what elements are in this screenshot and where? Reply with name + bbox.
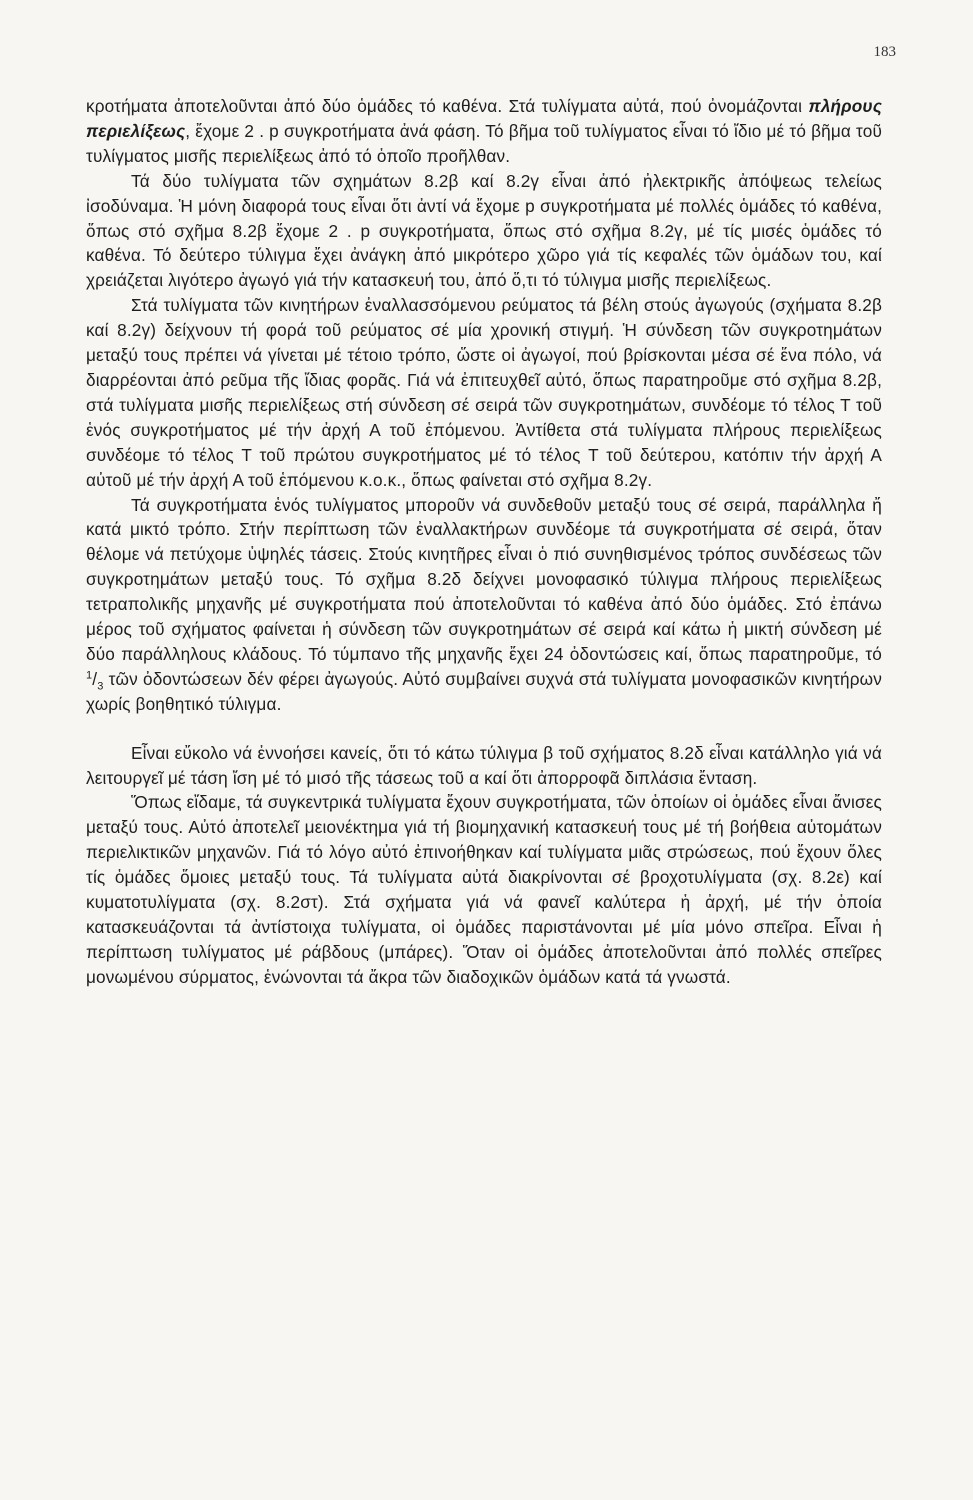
body-text <box>86 94 882 990</box>
text-run: κροτήματα ἀποτελοῦνται ἀπό δύο ὁμάδες τό καθένα. Στά τυλίγματα αὐτά, πού ὀνομάζονται <box>86 96 809 116</box>
text-run: , ἔχομε 2 . p συγκροτήματα ἀνά φάση. Τό βῆμα τοῦ τυλίγματος εἶναι τό ἴδιο μέ τό βῆμα τοῦ τυλίγματος μισῆς περιελίξεως ἀπό τό ὁποῖο προῆλθαν. <box>86 120 882 166</box>
text-run: 1 <box>86 669 93 682</box>
paragraph <box>86 493 882 717</box>
text-run: Ὅπως εἴδαμε, τά συγκεντρικά τυλίγματα ἔχουν συγκροτήματα, τῶν ὁποίων οἱ ὁμάδες εἶναι ἄνισες μεταξύ τους. Αὐτό ἀποτελεῖ μειονέκτημα γιά τή βιομηχανική κατασκευή τους μέ τή βοήθεια αὐτομάτων περιελικτικῶν μηχανῶν. Γιά τό λόγο αὐτό ἐπινοήθηκαν καί τυλίγματα μιᾶς στρώσεως, πού ἔχουν ὅλες τίς ὁμάδες ὅμοιες μεταξύ τους. Τά τυλίγματα αὐτά διακρίνονται σέ βροχοτυλίγματα (σχ. 8.2ε) καί κυματοτυλίγματα (σχ. 8.2στ). Στά σχήματα γιά νά φανεῖ καλύτερα ἡ ἀρχή, μέ τήν ὁποία κατασκευάζονται τά ἀντίστοιχα τυλίγματα, οἱ ὁμάδες παριστάνονται μέ μία μόνο σπεῖρα. Εἶναι ἡ περίπτωση τυλίγματος μέ ράβδους (μπάρες). Ὅταν οἱ ὁμάδες ἀποτελοῦνται ἀπό πολλές σπεῖρες μονωμένου σύρματος, ἑνώνονται τά ἄκρα τῶν διαδοχικῶν ὁμάδων κατά τά γνωστά. <box>86 792 882 987</box>
text-run: τῶν ὀδοντώσεων δέν φέρει ἀγωγούς. Αὐτό συμβαίνει συχνά στά τυλίγματα μονοφασικῶν κινητήρων χωρίς βοηθητικό τύλιγμα. <box>86 668 882 714</box>
paragraph <box>86 741 882 791</box>
page-number: 183 <box>873 44 896 60</box>
text-run: Τά συγκροτήματα ἑνός τυλίγματος μποροῦν νά συνδεθοῦν μεταξύ τους σέ σειρά, παράλληλα ἤ κατά μικτό τρόπο. Στήν περίπτωση τῶν ἐναλλακτήρων συνδέομε τά συγκροτήματα σέ σειρά, ὅταν θέλομε νά πετύχομε ὑψηλές τάσεις. Στούς κινητῆρες εἶναι ὁ πιό συνηθισμένος τρόπος συνδέσεως τῶν συγκροτημάτων μεταξύ τους. Τό σχῆμα 8.2δ δείχνει μονοφασικό τύλιγμα πλήρους περιελίξεως τετραπολικῆς μηχανῆς μέ συγκροτήματα πού ἀποτελοῦνται τό καθένα ἀπό δύο ὁμάδες. Στό ἐπάνω μέρος τοῦ σχήματος φαίνεται ἡ σύνδεση τῶν συγκροτημάτων σέ σειρά καί κάτω ἡ μικτή σύνδεση μέ δύο παράλληλους κλάδους. Τό τύμπανο τῆς μηχανῆς ἔχει 24 ὀδοντώσεις καί, ὅπως παρατηροῦμε, τό <box>86 494 882 664</box>
paragraph <box>86 169 882 294</box>
paragraph <box>86 94 882 169</box>
paragraph <box>86 790 882 989</box>
text-run: Στά τυλίγματα τῶν κινητήρων ἐναλλασσόμενου ρεύματος τά βέλη στούς ἀγωγούς (σχήματα 8.2β καί 8.2γ) δείχνουν τή φορά τοῦ ρεύματος σέ μία χρονική στιγμή. Ἡ σύνδεση τῶν συγκροτημάτων μεταξύ τους πρέπει νά γίνεται μέ τέτοιο τρόπο, ὥστε οἱ ἀγωγοί, πού βρίσκονται μέσα σέ ἕνα πόλο, νά διαρρέονται ἀπό ρεῦμα τῆς ἴδιας φορᾶς. Γιά νά ἐπιτευχθεῖ αὐτό, ὅπως παρατηροῦμε στό σχῆμα 8.2β, στά τυλίγματα μισῆς περιελίξεως στή σύνδεση σέ σειρά τῶν συγκροτημάτων, συνδέομε τό τέλος Τ τοῦ ἑνός συγκροτήματος μέ τήν ἀρχή Α τοῦ ἑπόμενου. Ἀντίθετα στά τυλίγματα πλήρους περιελίξεως συνδέομε τό τέλος Τ τοῦ πρώτου συγκροτήματος μέ τό τέλος Τ τοῦ δεύτερου, κατόπιν τήν ἀρχή Α αὐτοῦ μέ τήν ἀρχή Α τοῦ ἑπόμενου κ.ο.κ., ὅπως φαίνεται στό σχῆμα 8.2γ. <box>86 295 882 490</box>
emphasized-term: πλήρους περιελίξεως <box>86 96 882 141</box>
text-run: Τά δύο τυλίγματα τῶν σχημάτων 8.2β καί 8.2γ εἶναι ἀπό ἠλεκτρικῆς ἀπόψεως τελείως ἰσοδύναμα. Ἡ μόνη διαφορά τους εἶναι ὅτι ἀντί νά ἔχομε p συγκροτήματα μέ πολλές ὁμάδες τό καθένα, ὅπως στό σχῆμα 8.2β ἔχομε 2 . p συγκροτήματα, ὅπως στό σχῆμα 8.2γ, μέ τίς μισές ὁμάδες τό καθένα. Τό δεύτερο τύλιγμα ἔχει ἀνάγκη ἀπό μικρότερο χῶρο γιά τίς κεφαλές τῶν ὁμάδων του, καί χρειάζεται λιγότερο ἀγωγό γιά τήν κατασκευή του, ἀπό ὅ,τι τό τύλιγμα μισῆς περιελίξεως. <box>86 170 882 291</box>
text-run: Εἶναι εὔκολο νά ἐννοήσει κανείς, ὅτι τό κάτω τύλιγμα β τοῦ σχήματος 8.2δ εἶναι κατάλληλο γιά νά λειτουργεῖ μέ τάση ἴση μέ τό μισό τῆς τάσεως τοῦ α καί ὅτι ἀπορροφᾶ διπλάσια ἔνταση. <box>86 742 882 788</box>
paragraph <box>86 293 882 492</box>
text-run: / <box>92 668 98 689</box>
text-run: 3 <box>97 680 104 693</box>
